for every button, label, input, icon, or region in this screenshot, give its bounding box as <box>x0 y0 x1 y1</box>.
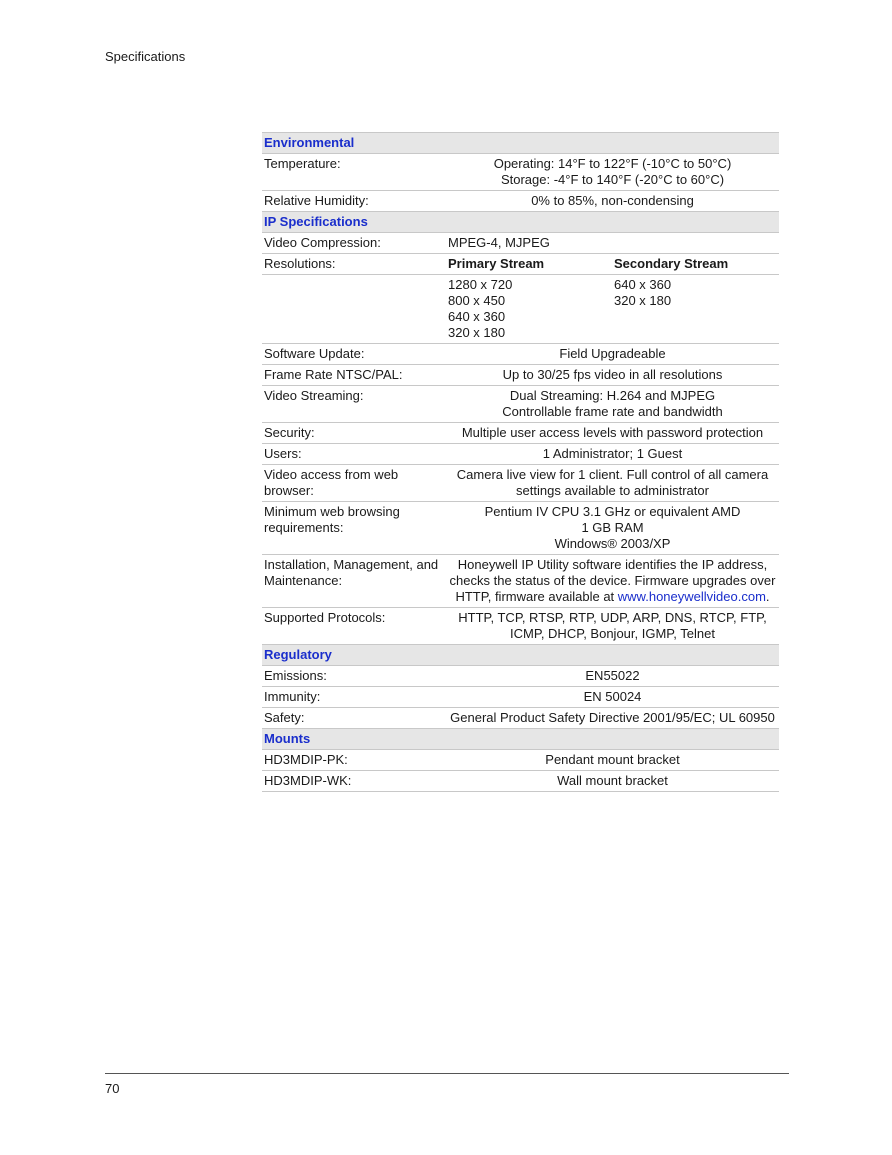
spec-value <box>446 555 779 608</box>
running-header: Specifications <box>105 49 186 64</box>
spec-value <box>446 386 779 423</box>
table-row <box>262 708 779 729</box>
table-row <box>262 275 779 344</box>
spec-label: HD3MDIP-WK: <box>262 771 446 792</box>
value-line: 1 GB RAM <box>581 520 644 535</box>
table-row <box>262 608 779 645</box>
value-text: Honeywell IP Utility software identifies the IP address, checks the status of the device. Firmware upgrades over HTTP, firmware available at <box>449 557 776 604</box>
spec-label: Security: <box>262 423 446 444</box>
resolution-item: 320 x 180 <box>614 293 672 308</box>
spec-label: Installation, Management, and Maintenance: <box>262 555 446 608</box>
spec-value <box>446 502 779 555</box>
value-line: Pentium IV CPU 3.1 GHz or equivalent AMD <box>484 504 741 519</box>
primary-stream-list <box>446 275 612 344</box>
footer-divider <box>105 1073 789 1074</box>
value-line: Controllable frame rate and bandwidth <box>502 404 723 419</box>
table-row <box>262 502 779 555</box>
value-line: Dual Streaming: H.264 and MJPEG <box>509 388 716 403</box>
spec-label: Emissions: <box>262 666 446 687</box>
table-row <box>262 154 779 191</box>
spec-label <box>262 275 446 344</box>
spec-value: 1 Administrator; 1 Guest <box>446 444 779 465</box>
value-line: Windows® 2003/XP <box>554 536 671 551</box>
table-row <box>262 233 779 254</box>
spec-label: Video access from web browser: <box>262 465 446 502</box>
resolution-item: 1280 x 720 <box>448 277 513 292</box>
spec-label: Frame Rate NTSC/PAL: <box>262 365 446 386</box>
spec-value: Multiple user access levels with password protection <box>446 423 779 444</box>
spec-value <box>446 154 779 191</box>
section-title: Regulatory <box>262 645 779 666</box>
table-row <box>262 750 779 771</box>
section-mounts <box>262 729 779 750</box>
section-regulatory <box>262 645 779 666</box>
spec-label: Temperature: <box>262 154 446 191</box>
table-row <box>262 191 779 212</box>
table-row <box>262 771 779 792</box>
value-line: Storage: -4°F to 140°F (-20°C to 60°C) <box>500 172 725 187</box>
section-title: Mounts <box>262 729 779 750</box>
section-title: IP Specifications <box>262 212 779 233</box>
value-line: Operating: 14°F to 122°F (-10°C to 50°C) <box>493 156 732 171</box>
section-environmental <box>262 133 779 154</box>
value-text-end: . <box>765 589 770 604</box>
spec-label: Resolutions: <box>262 254 446 275</box>
secondary-stream-header: Secondary Stream <box>612 254 779 275</box>
secondary-stream-list <box>612 275 779 344</box>
resolution-item: 800 x 450 <box>448 293 506 308</box>
primary-stream-header: Primary Stream <box>446 254 612 275</box>
spec-value: EN55022 <box>446 666 779 687</box>
table-row <box>262 444 779 465</box>
table-row <box>262 687 779 708</box>
table-row <box>262 423 779 444</box>
spec-label: Safety: <box>262 708 446 729</box>
spec-value: 0% to 85%, non-condensing <box>446 191 779 212</box>
spec-value: Up to 30/25 fps video in all resolutions <box>446 365 779 386</box>
spec-label: Video Streaming: <box>262 386 446 423</box>
spec-value: MPEG-4, MJPEG <box>446 233 779 254</box>
resolution-item: 640 x 360 <box>448 309 506 324</box>
spec-value: Camera live view for 1 client. Full control of all camera settings available to administrator <box>446 465 779 502</box>
table-row <box>262 666 779 687</box>
spec-value: General Product Safety Directive 2001/95/EC; UL 60950 <box>446 708 779 729</box>
spec-label: Immunity: <box>262 687 446 708</box>
resolution-item: 640 x 360 <box>614 277 672 292</box>
specifications-table <box>262 132 779 792</box>
table-row <box>262 365 779 386</box>
table-row <box>262 465 779 502</box>
spec-value: Pendant mount bracket <box>446 750 779 771</box>
spec-label: Software Update: <box>262 344 446 365</box>
spec-label: Relative Humidity: <box>262 191 446 212</box>
spec-label: Users: <box>262 444 446 465</box>
spec-label: Minimum web browsing requirements: <box>262 502 446 555</box>
spec-value: Field Upgradeable <box>446 344 779 365</box>
table-row <box>262 344 779 365</box>
spec-value: HTTP, TCP, RTSP, RTP, UDP, ARP, DNS, RTCP, FTP, ICMP, DHCP, Bonjour, IGMP, Telnet <box>446 608 779 645</box>
spec-value: Wall mount bracket <box>446 771 779 792</box>
resolution-item: 320 x 180 <box>448 325 506 340</box>
spec-label: Video Compression: <box>262 233 446 254</box>
page-number: 70 <box>105 1081 120 1096</box>
section-title: Environmental <box>262 133 779 154</box>
spec-label: HD3MDIP-PK: <box>262 750 446 771</box>
section-ip-specifications <box>262 212 779 233</box>
table-row <box>262 386 779 423</box>
table-row <box>262 555 779 608</box>
table-row <box>262 254 779 275</box>
spec-label: Supported Protocols: <box>262 608 446 645</box>
spec-value: EN 50024 <box>446 687 779 708</box>
honeywell-website-link[interactable]: www.honeywellvideo.com <box>617 589 766 604</box>
